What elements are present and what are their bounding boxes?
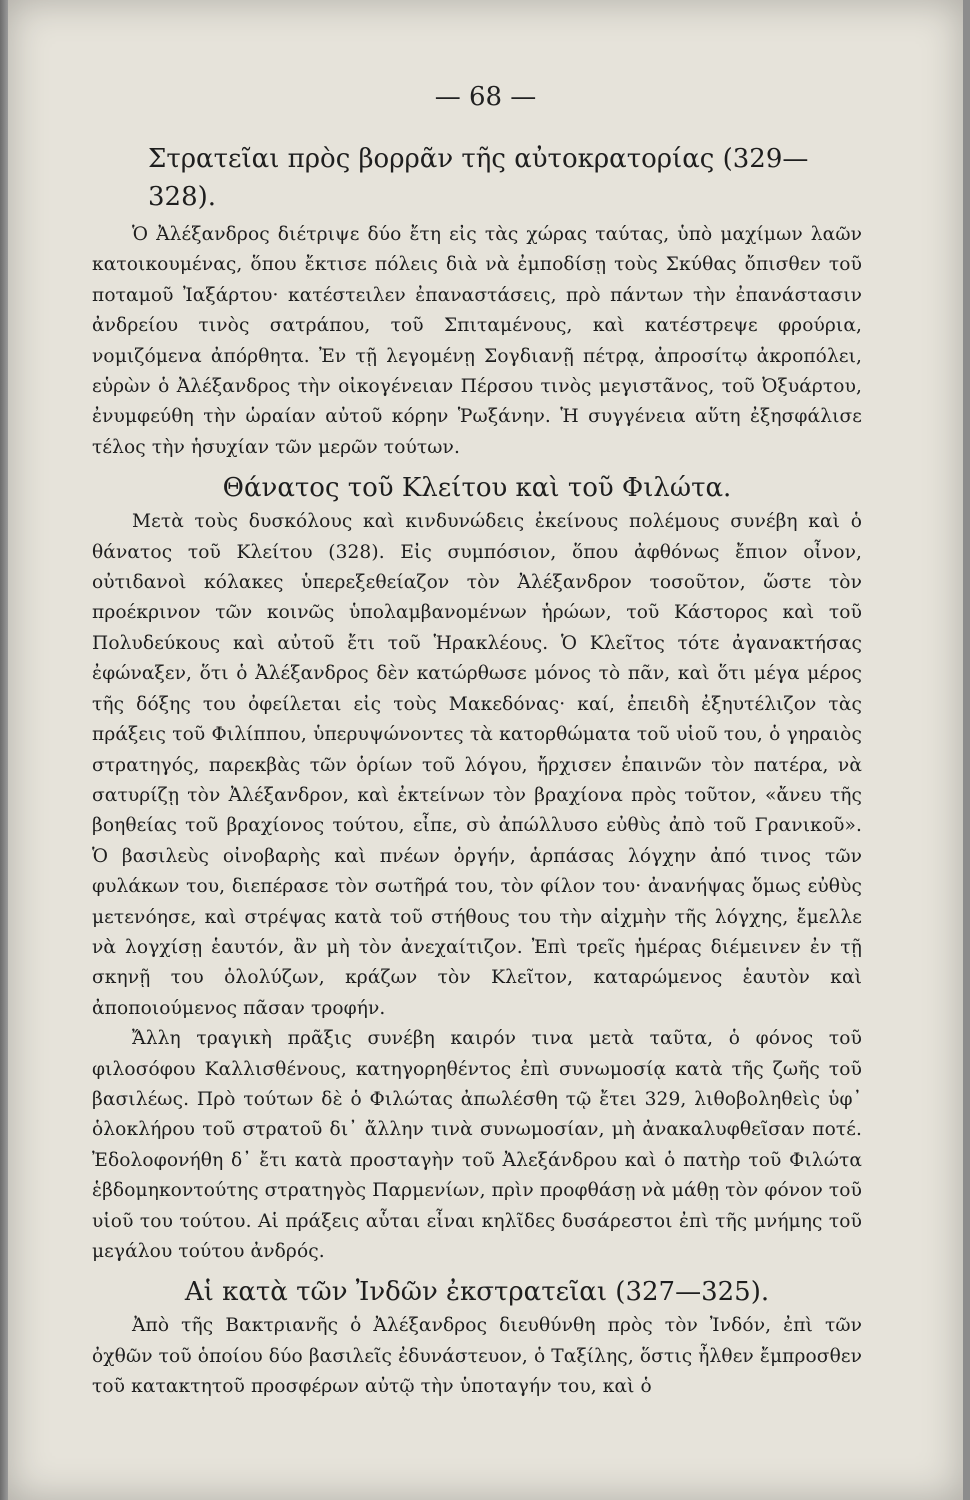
book-page: [8, 0, 963, 1500]
page-number: — 68 —: [434, 82, 537, 112]
section-heading: Αἱ κατὰ τῶν Ἰνδῶν ἐκστρατεῖαι (327—325).: [184, 1277, 770, 1308]
paragraph: Ἄλλη τραγικὴ πρᾶξις συνέβη καιρόν τινα μετὰ ταῦτα, ὁ φόνος τοῦ φιλοσόφου Καλλισθένους, κατηγορηθέντος ἐπὶ συνωμοσίᾳ κατὰ τῆς ζωῆς τοῦ βασιλέως. Πρὸ τούτων δὲ ὁ Φιλώτας ἀπωλέσθη τῷ ἔτει 329, λιθοβοληθεὶς ὑφ᾽ ὁλοκλήρου τοῦ στρατοῦ δι᾽ ἄλλην τινὰ συνωμοσίαν, μὴ ἀνακαλυφθεῖσαν ποτέ. Ἐδολοφονήθη δ᾽ ἔτι κατὰ προσταγὴν τοῦ Ἀλεξάνδρου καὶ ὁ πατὴρ τοῦ Φιλώτα ἑβδομηκοντούτης στρατηγὸς Παρμενίων, πρὶν προφθάσῃ νὰ μάθῃ τὸν φόνον τοῦ υἱοῦ του τούτου. Αἱ πράξεις αὗται εἶναι κηλῖδες δυσάρεστοι ἐπὶ τῆς μνήμης τοῦ μεγάλου τούτου ἀνδρός.: [92, 1028, 862, 1262]
section-heading: Στρατεῖαι πρὸς βορρᾶν τῆς αὐτοκρατορίας (329—328).: [148, 144, 809, 212]
page-body: [92, 140, 862, 1403]
page-edge-shadow: [0, 0, 8, 1500]
paragraph: Μετὰ τοὺς δυσκόλους καὶ κινδυνώδεις ἐκείνους πολέμους συνέβη καὶ ὁ θάνατος τοῦ Κλείτου (328). Εἰς συμπόσιον, ὅπου ἀφθόνως ἔπιον οἶνον, οὐτιδανοὶ κόλακες ὑπερεξεθείαζον τὸν Ἀλέξανδρον τοσοῦτον, ὥστε τὸν προέκρινον τῶν κοινῶς ὑπολαμβανομένων ἡρώων, τοῦ Κάστορος καὶ τοῦ Πολυδεύκους καὶ αὐτοῦ ἔτι τοῦ Ἡρακλέους. Ὁ Κλεῖτος τότε ἀγανακτήσας ἐφώναξεν, ὅτι ὁ Ἀλέξανδρος δὲν κατώρθωσε μόνος τὸ πᾶν, καὶ ὅτι μέγα μέρος τῆς δόξης του ὀφείλεται εἰς τοὺς Μακεδόνας· καί, ἐπειδὴ ἐξηυτέλιζον τὰς πράξεις τοῦ Φιλίππου, ὑπερυψώνοντες τὰ κατορθώματα τοῦ υἱοῦ του, ὁ γηραιὸς στρατηγός, παρεκβὰς τῶν ὁρίων τοῦ λόγου, ἤρχισεν ἐπαινῶν τὸν πατέρα, νὰ σατυρίζῃ τὸν Ἀλέξανδρον, καὶ ἐκτείνων τὸν βραχίονα πρὸς τοῦτον, «ἄνευ τῆς βοηθείας τοῦ βραχίονος τούτου, εἶπε, σὺ ἀπώλλυσο εὐθὺς ἀπὸ τοῦ Γρανικοῦ». Ὁ βασιλεὺς οἰνοβαρὴς καὶ πνέων ὀργήν, ἁρπάσας λόγχην ἀπό τινος τῶν φυλάκων του, διεπέρασε τὸν σωτῆρά του, τὸν φίλον του· ἀνανήψας ὅμως εὐθὺς μετενόησε, καὶ στρέψας κατὰ τοῦ στήθους του τὴν αἰχμὴν τῆς λόγχης, ἔμελλε νὰ λογχίσῃ ἑαυτόν, ἂν μὴ τὸν ἀνεχαίτιζον. Ἐπὶ τρεῖς ἡμέρας διέμεινεν ἐν τῇ σκηνῇ του ὀλολύζων, κράζων τὸν Κλεῖτον, καταρώμενος ἑαυτὸν καὶ ἀποποιούμενος πᾶσαν τροφήν.: [92, 511, 862, 1019]
section-heading: Θάνατος τοῦ Κλείτου καὶ τοῦ Φιλώτα.: [222, 473, 732, 504]
paragraph: Ὁ Ἀλέξανδρος διέτριψε δύο ἔτη εἰς τὰς χώρας ταύτας, ὑπὸ μαχίμων λαῶν κατοικουμένας, ὅπου ἔκτισε πόλεις διὰ νὰ ἐμποδίσῃ τοὺς Σκύθας ὄπισθεν τοῦ ποταμοῦ Ἰαξάρτου· κατέστειλεν ἐπαναστάσεις, πρὸ πάντων τὴν ἐπανάστασιν ἀνδρείου τινὸς σατράπου, τοῦ Σπιταμένους, καὶ κατέστρεψε φρούρια, νομιζόμενα ἀπόρθητα. Ἐν τῇ λεγομένῃ Σογδιανῇ πέτρᾳ, ἀπροσίτῳ ἀκροπόλει, εὑρὼν ὁ Ἀλέξανδρος τὴν οἰκογένειαν Πέρσου τινὸς μεγιστᾶνος, τοῦ Ὀξυάρτου, ἐνυμφεύθη τὴν ὡραίαν αὐτοῦ κόρην Ῥωξάνην. Ἡ συγγένεια αὕτη ἐξησφάλισε τέλος τὴν ἡσυχίαν τῶν μερῶν τούτων.: [92, 224, 862, 458]
paragraph: Ἀπὸ τῆς Βακτριανῆς ὁ Ἀλέξανδρος διευθύνθη πρὸς τὸν Ἰνδόν, ἐπὶ τῶν ὀχθῶν τοῦ ὁποίου δύο βασιλεῖς ἐδυνάστευον, ὁ Ταξίλης, ὅστις ἦλθεν ἔμπροσθεν τοῦ κατακτητοῦ προσφέρων αὐτῷ τὴν ὑποταγήν του, καὶ ὁ: [92, 1315, 862, 1398]
